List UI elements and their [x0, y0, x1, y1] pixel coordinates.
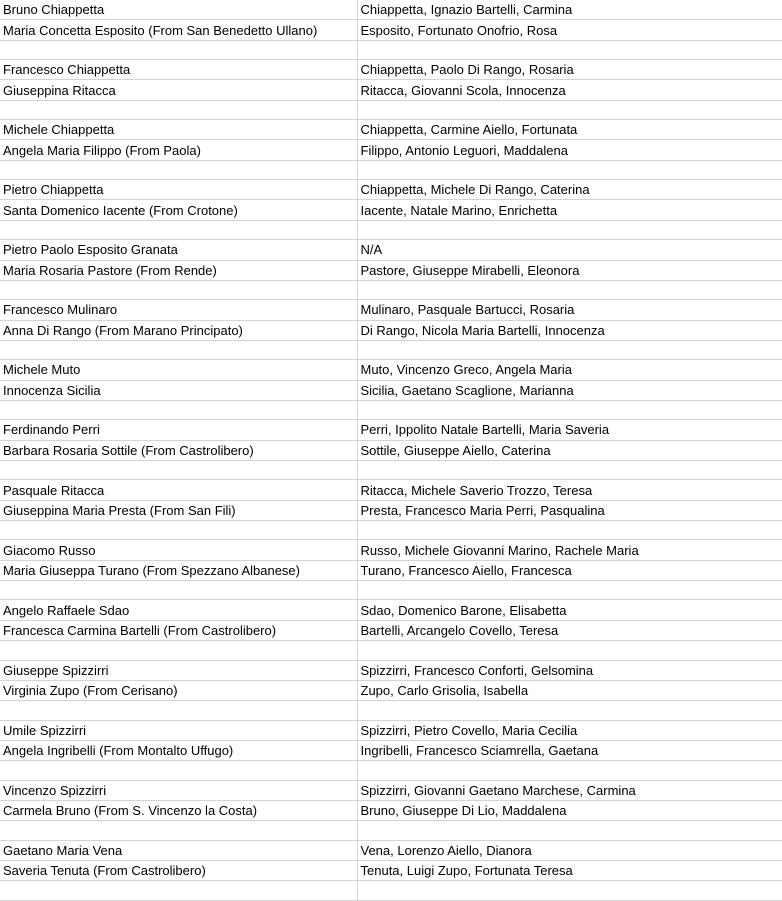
cell-parents[interactable]: Chiappetta, Ignazio Bartelli, Carmina	[357, 0, 782, 20]
cell-parents[interactable]: Ritacca, Giovanni Scola, Innocenza	[357, 80, 782, 100]
cell-parents[interactable]	[357, 160, 782, 179]
cell-parents[interactable]: Russo, Michele Giovanni Marino, Rachele Maria	[357, 540, 782, 560]
table-row	[0, 660, 782, 680]
cell-person-name[interactable]: Francesco Mulinaro	[0, 300, 357, 320]
cell-parents[interactable]: Spizzirri, Francesco Conforti, Gelsomina	[357, 660, 782, 680]
cell-person-name[interactable]	[0, 761, 357, 780]
table-row	[0, 80, 782, 100]
cell-person-name[interactable]: Anna Di Rango (From Marano Principato)	[0, 320, 357, 340]
table-row	[0, 620, 782, 640]
table-row	[0, 480, 782, 500]
cell-parents[interactable]: Sdao, Domenico Barone, Elisabetta	[357, 600, 782, 620]
cell-parents[interactable]: Pastore, Giuseppe Mirabelli, Eleonora	[357, 260, 782, 280]
cell-person-name[interactable]: Michele Muto	[0, 360, 357, 380]
cell-person-name[interactable]: Ferdinando Perri	[0, 420, 357, 440]
cell-person-name[interactable]	[0, 160, 357, 179]
cell-parents[interactable]: Vena, Lorenzo Aiello, Dianora	[357, 840, 782, 860]
cell-parents[interactable]: Tenuta, Luigi Zupo, Fortunata Teresa	[357, 861, 782, 881]
table-row	[0, 240, 782, 260]
table-row	[0, 60, 782, 80]
table-row	[0, 840, 782, 860]
cell-person-name[interactable]: Umile Spizzirri	[0, 720, 357, 740]
cell-parents[interactable]	[357, 340, 782, 359]
cell-parents[interactable]	[357, 701, 782, 720]
cell-person-name[interactable]	[0, 280, 357, 299]
table-row	[0, 581, 782, 600]
cell-parents[interactable]: Iacente, Natale Marino, Enrichetta	[357, 200, 782, 220]
cell-parents[interactable]	[357, 461, 782, 480]
cell-person-name[interactable]	[0, 400, 357, 419]
cell-parents[interactable]	[357, 821, 782, 840]
cell-person-name[interactable]: Santa Domenico Iacente (From Crotone)	[0, 200, 357, 220]
cell-person-name[interactable]: Pasquale Ritacca	[0, 480, 357, 500]
table-row	[0, 641, 782, 660]
table-row	[0, 540, 782, 560]
cell-person-name[interactable]: Barbara Rosaria Sottile (From Castrolibero)	[0, 440, 357, 460]
cell-parents[interactable]: Ritacca, Michele Saverio Trozzo, Teresa	[357, 480, 782, 500]
cell-person-name[interactable]: Vincenzo Spizzirri	[0, 780, 357, 800]
table-row	[0, 280, 782, 299]
cell-person-name[interactable]: Angela Ingribelli (From Montalto Uffugo)	[0, 740, 357, 760]
cell-person-name[interactable]	[0, 581, 357, 600]
table-row	[0, 300, 782, 320]
cell-parents[interactable]	[357, 521, 782, 540]
cell-person-name[interactable]	[0, 340, 357, 359]
table-row	[0, 0, 782, 20]
cell-person-name[interactable]: Carmela Bruno (From S. Vincenzo la Costa)	[0, 800, 357, 820]
cell-person-name[interactable]: Angelo Raffaele Sdao	[0, 600, 357, 620]
cell-person-name[interactable]: Pietro Chiappetta	[0, 180, 357, 200]
cell-parents[interactable]: N/A	[357, 240, 782, 260]
table-row	[0, 761, 782, 780]
cell-parents[interactable]: Ingribelli, Francesco Sciamrella, Gaetana	[357, 740, 782, 760]
cell-person-name[interactable]: Innocenza Sicilia	[0, 380, 357, 400]
table-row	[0, 260, 782, 280]
cell-parents[interactable]: Turano, Francesco Aiello, Francesca	[357, 560, 782, 580]
cell-person-name[interactable]: Giuseppe Spizzirri	[0, 660, 357, 680]
table-row	[0, 680, 782, 700]
table-row	[0, 521, 782, 540]
cell-person-name[interactable]: Saveria Tenuta (From Castrolibero)	[0, 861, 357, 881]
cell-parents[interactable]: Di Rango, Nicola Maria Bartelli, Innocenza	[357, 320, 782, 340]
cell-person-name[interactable]	[0, 881, 357, 901]
cell-parents[interactable]: Chiappetta, Michele Di Rango, Caterina	[357, 180, 782, 200]
cell-parents[interactable]	[357, 581, 782, 600]
cell-parents[interactable]: Zupo, Carlo Grisolia, Isabella	[357, 680, 782, 700]
table-row	[0, 440, 782, 460]
table-row	[0, 600, 782, 620]
cell-parents[interactable]: Bruno, Giuseppe Di Lio, Maddalena	[357, 800, 782, 820]
cell-person-name[interactable]: Angela Maria Filippo (From Paola)	[0, 140, 357, 160]
cell-person-name[interactable]: Virginia Zupo (From Cerisano)	[0, 680, 357, 700]
cell-parents[interactable]	[357, 280, 782, 299]
cell-parents[interactable]: Chiappetta, Paolo Di Rango, Rosaria	[357, 60, 782, 80]
table-row	[0, 120, 782, 140]
cell-parents[interactable]: Chiappetta, Carmine Aiello, Fortunata	[357, 120, 782, 140]
table-row	[0, 740, 782, 760]
table-row	[0, 20, 782, 40]
table-row	[0, 140, 782, 160]
cell-parents[interactable]	[357, 100, 782, 119]
cell-person-name[interactable]	[0, 641, 357, 660]
cell-parents[interactable]: Sottile, Giuseppe Aiello, Caterina	[357, 440, 782, 460]
cell-parents[interactable]: Mulinaro, Pasquale Bartucci, Rosaria	[357, 300, 782, 320]
table-row	[0, 461, 782, 480]
cell-person-name[interactable]: Francesca Carmina Bartelli (From Castrolibero)	[0, 620, 357, 640]
table-row	[0, 881, 782, 901]
table-row	[0, 701, 782, 720]
table-row	[0, 40, 782, 59]
cell-parents[interactable]: Esposito, Fortunato Onofrio, Rosa	[357, 20, 782, 40]
cell-person-name[interactable]: Francesco Chiappetta	[0, 60, 357, 80]
cell-person-name[interactable]: Giacomo Russo	[0, 540, 357, 560]
cell-parents[interactable]	[357, 220, 782, 239]
table-row	[0, 780, 782, 800]
cell-person-name[interactable]	[0, 461, 357, 480]
cell-parents[interactable]: Bartelli, Arcangelo Covello, Teresa	[357, 620, 782, 640]
table-row	[0, 720, 782, 740]
table-row	[0, 821, 782, 840]
table-row	[0, 320, 782, 340]
cell-person-name[interactable]: Giuseppina Maria Presta (From San Fili)	[0, 500, 357, 520]
cell-person-name[interactable]	[0, 521, 357, 540]
cell-person-name[interactable]	[0, 40, 357, 59]
cell-person-name[interactable]	[0, 100, 357, 119]
cell-person-name[interactable]: Bruno Chiappetta	[0, 0, 357, 20]
cell-parents[interactable]	[357, 641, 782, 660]
table-row	[0, 380, 782, 400]
cell-person-name[interactable]: Gaetano Maria Vena	[0, 840, 357, 860]
table-row	[0, 100, 782, 119]
table-row	[0, 861, 782, 881]
table-row	[0, 180, 782, 200]
table-row	[0, 500, 782, 520]
cell-parents[interactable]: Sicilia, Gaetano Scaglione, Marianna	[357, 380, 782, 400]
table-row	[0, 800, 782, 820]
cell-parents[interactable]: Perri, Ippolito Natale Bartelli, Maria Saveria	[357, 420, 782, 440]
cell-person-name[interactable]: Maria Giuseppa Turano (From Spezzano Albanese)	[0, 560, 357, 580]
table-row	[0, 340, 782, 359]
cell-parents[interactable]	[357, 400, 782, 419]
table-row	[0, 560, 782, 580]
cell-parents[interactable]: Spizzirri, Pietro Covello, Maria Cecilia	[357, 720, 782, 740]
cell-parents[interactable]	[357, 761, 782, 780]
cell-person-name[interactable]	[0, 821, 357, 840]
table-row	[0, 400, 782, 419]
table-row	[0, 220, 782, 239]
cell-parents[interactable]: Presta, Francesco Maria Perri, Pasqualina	[357, 500, 782, 520]
cell-person-name[interactable]	[0, 701, 357, 720]
cell-person-name[interactable]: Michele Chiappetta	[0, 120, 357, 140]
cell-parents[interactable]: Filippo, Antonio Leguori, Maddalena	[357, 140, 782, 160]
cell-parents[interactable]: Spizzirri, Giovanni Gaetano Marchese, Carmina	[357, 780, 782, 800]
cell-person-name[interactable]: Maria Rosaria Pastore (From Rende)	[0, 260, 357, 280]
cell-parents[interactable]: Muto, Vincenzo Greco, Angela Maria	[357, 360, 782, 380]
cell-person-name[interactable]	[0, 220, 357, 239]
cell-person-name[interactable]: Giuseppina Ritacca	[0, 80, 357, 100]
table-row	[0, 360, 782, 380]
cell-person-name[interactable]: Maria Concetta Esposito (From San Benedetto Ullano)	[0, 20, 357, 40]
table-row	[0, 200, 782, 220]
table-row	[0, 420, 782, 440]
cell-parents[interactable]	[357, 881, 782, 901]
table-row	[0, 160, 782, 179]
cell-person-name[interactable]: Pietro Paolo Esposito Granata	[0, 240, 357, 260]
cell-parents[interactable]	[357, 40, 782, 59]
